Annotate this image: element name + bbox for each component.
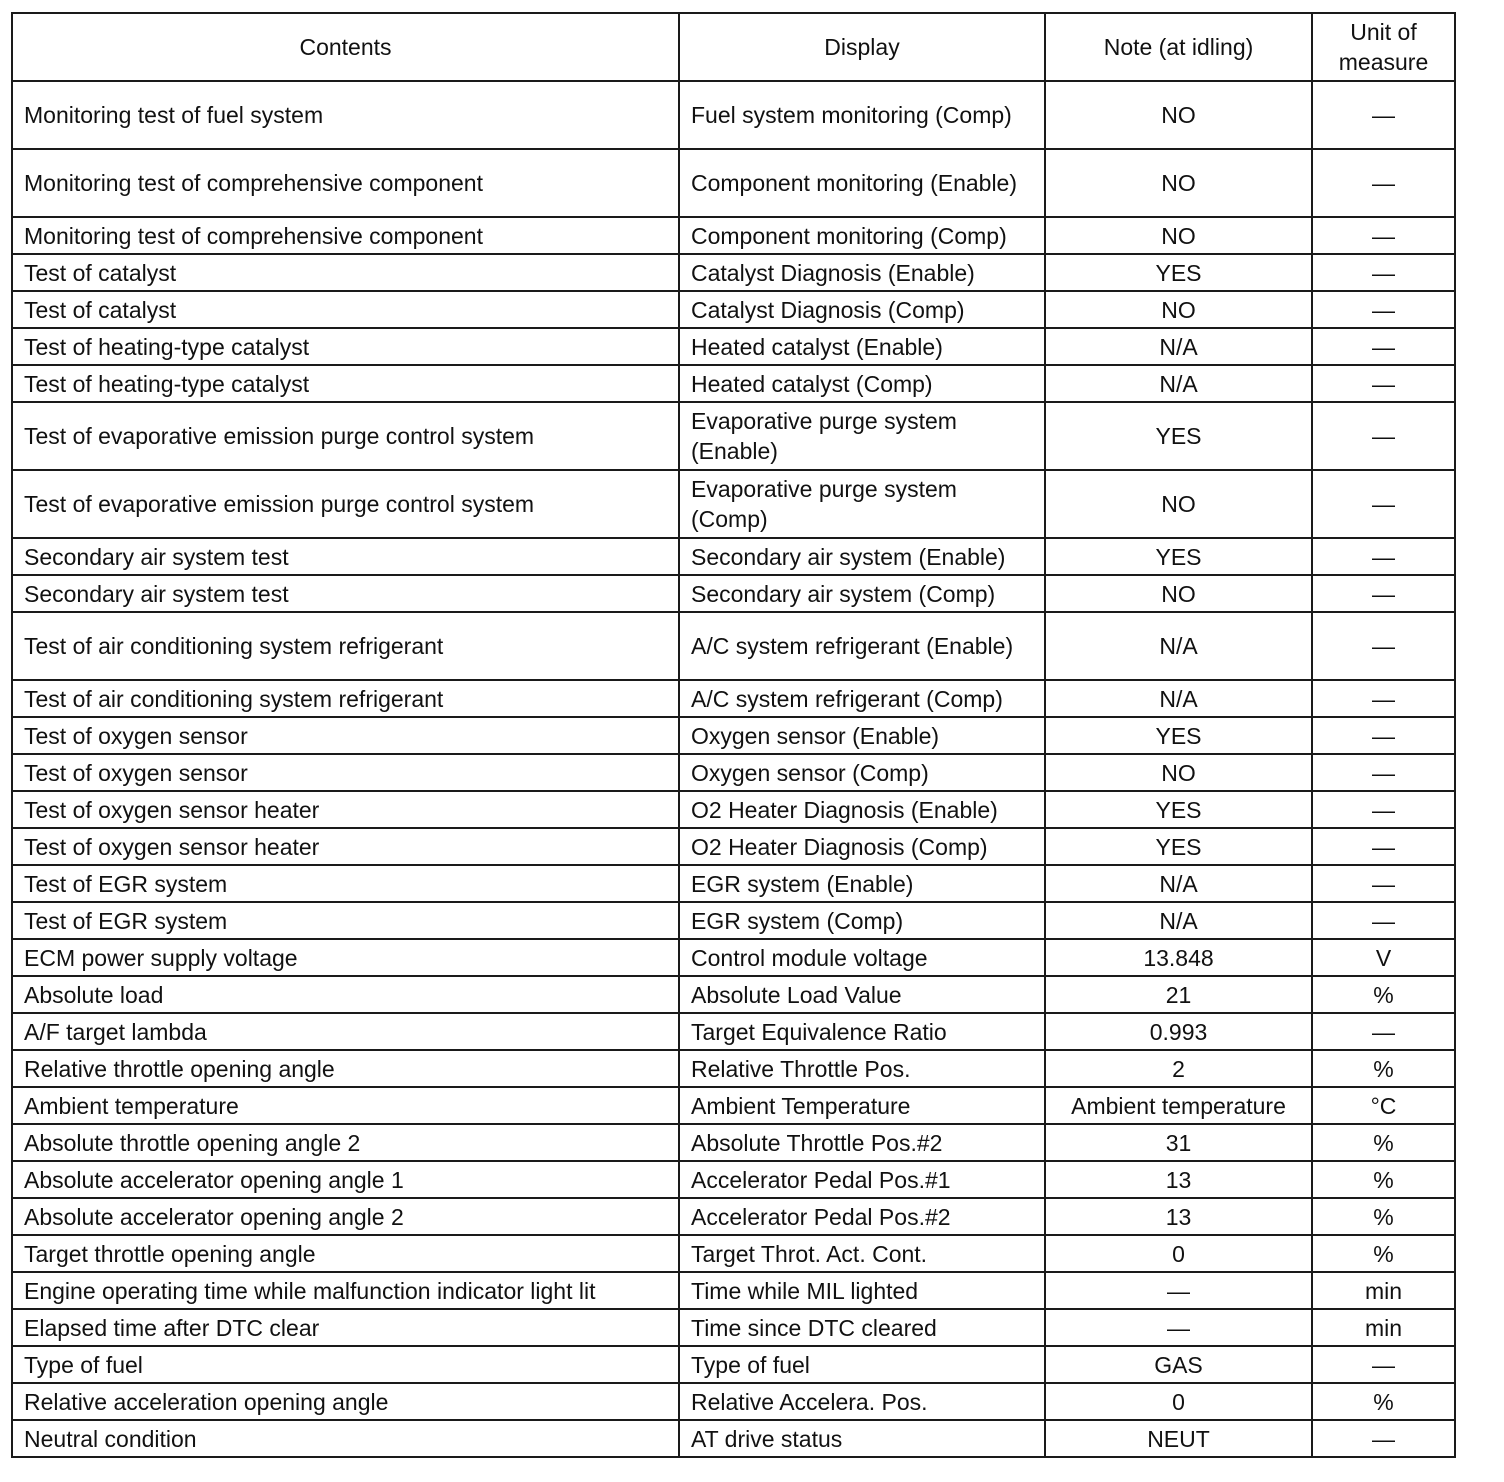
cell-unit: °C	[1312, 1087, 1455, 1124]
cell-note: N/A	[1045, 612, 1312, 680]
table-row	[12, 1272, 1455, 1309]
table-row	[12, 365, 1455, 402]
cell-note: 21	[1045, 976, 1312, 1013]
cell-contents: Test of EGR system	[12, 902, 679, 939]
cell-contents: Test of oxygen sensor heater	[12, 828, 679, 865]
cell-display: Absolute Throttle Pos.#2	[679, 1124, 1045, 1161]
cell-display: EGR system (Comp)	[679, 902, 1045, 939]
cell-note: 13	[1045, 1198, 1312, 1235]
table-row	[12, 612, 1455, 680]
cell-unit: —	[1312, 791, 1455, 828]
cell-display: Target Throt. Act. Cont.	[679, 1235, 1045, 1272]
cell-note: YES	[1045, 402, 1312, 470]
table-row	[12, 1124, 1455, 1161]
table-row	[12, 1161, 1455, 1198]
table-row	[12, 81, 1455, 149]
cell-display: Heated catalyst (Comp)	[679, 365, 1045, 402]
cell-display: Component monitoring (Enable)	[679, 149, 1045, 217]
cell-display: Type of fuel	[679, 1346, 1045, 1383]
header-unit: Unit of measure	[1312, 13, 1455, 81]
cell-unit: —	[1312, 217, 1455, 254]
cell-display: Time since DTC cleared	[679, 1309, 1045, 1346]
cell-display: Oxygen sensor (Enable)	[679, 717, 1045, 754]
cell-contents: Monitoring test of comprehensive component	[12, 217, 679, 254]
cell-contents: Neutral condition	[12, 1420, 679, 1457]
table-row	[12, 575, 1455, 612]
cell-contents: A/F target lambda	[12, 1013, 679, 1050]
cell-note: NO	[1045, 754, 1312, 791]
cell-display: Fuel system monitoring (Comp)	[679, 81, 1045, 149]
cell-display: O2 Heater Diagnosis (Comp)	[679, 828, 1045, 865]
cell-unit: —	[1312, 81, 1455, 149]
table-row	[12, 149, 1455, 217]
cell-unit: —	[1312, 328, 1455, 365]
cell-note: 13	[1045, 1161, 1312, 1198]
cell-display: Catalyst Diagnosis (Enable)	[679, 254, 1045, 291]
cell-note: YES	[1045, 791, 1312, 828]
cell-unit: %	[1312, 976, 1455, 1013]
cell-display: Secondary air system (Enable)	[679, 538, 1045, 575]
table-row	[12, 1198, 1455, 1235]
cell-unit: —	[1312, 291, 1455, 328]
cell-contents: Secondary air system test	[12, 538, 679, 575]
cell-contents: Absolute accelerator opening angle 1	[12, 1161, 679, 1198]
cell-unit: —	[1312, 470, 1455, 538]
table-row	[12, 538, 1455, 575]
cell-unit: —	[1312, 902, 1455, 939]
cell-unit: —	[1312, 538, 1455, 575]
cell-note: GAS	[1045, 1346, 1312, 1383]
cell-contents: Ambient temperature	[12, 1087, 679, 1124]
cell-unit: —	[1312, 1013, 1455, 1050]
cell-display: Heated catalyst (Enable)	[679, 328, 1045, 365]
cell-note: NO	[1045, 149, 1312, 217]
table-row	[12, 1235, 1455, 1272]
cell-contents: Absolute throttle opening angle 2	[12, 1124, 679, 1161]
cell-contents: Test of oxygen sensor	[12, 717, 679, 754]
cell-unit: %	[1312, 1161, 1455, 1198]
table-row	[12, 1420, 1455, 1457]
cell-contents: Test of catalyst	[12, 291, 679, 328]
cell-note: N/A	[1045, 328, 1312, 365]
cell-contents: Relative throttle opening angle	[12, 1050, 679, 1087]
cell-contents: Test of air conditioning system refrigerant	[12, 612, 679, 680]
cell-contents: Target throttle opening angle	[12, 1235, 679, 1272]
table-row	[12, 328, 1455, 365]
cell-display: Relative Throttle Pos.	[679, 1050, 1045, 1087]
cell-note: NO	[1045, 470, 1312, 538]
table-row	[12, 1087, 1455, 1124]
cell-display: O2 Heater Diagnosis (Enable)	[679, 791, 1045, 828]
cell-contents: Absolute load	[12, 976, 679, 1013]
table-row	[12, 791, 1455, 828]
cell-display: Oxygen sensor (Comp)	[679, 754, 1045, 791]
table-row	[12, 1383, 1455, 1420]
cell-unit: %	[1312, 1124, 1455, 1161]
cell-note: 2	[1045, 1050, 1312, 1087]
cell-display: Evaporative purge system (Enable)	[679, 402, 1045, 470]
table-row	[12, 717, 1455, 754]
cell-unit: —	[1312, 365, 1455, 402]
cell-display: Target Equivalence Ratio	[679, 1013, 1045, 1050]
cell-note: 31	[1045, 1124, 1312, 1161]
cell-display: AT drive status	[679, 1420, 1045, 1457]
cell-note: —	[1045, 1309, 1312, 1346]
table-body	[12, 81, 1455, 1457]
cell-display: A/C system refrigerant (Comp)	[679, 680, 1045, 717]
cell-unit: %	[1312, 1383, 1455, 1420]
cell-unit: —	[1312, 575, 1455, 612]
cell-display: Evaporative purge system (Comp)	[679, 470, 1045, 538]
cell-contents: Test of EGR system	[12, 865, 679, 902]
table-row	[12, 470, 1455, 538]
table-row	[12, 939, 1455, 976]
cell-note: NO	[1045, 217, 1312, 254]
cell-unit: —	[1312, 1420, 1455, 1457]
cell-note: 0	[1045, 1235, 1312, 1272]
cell-display: Time while MIL lighted	[679, 1272, 1045, 1309]
cell-contents: Monitoring test of fuel system	[12, 81, 679, 149]
cell-unit: min	[1312, 1272, 1455, 1309]
cell-unit: —	[1312, 828, 1455, 865]
cell-note: —	[1045, 1272, 1312, 1309]
cell-unit: —	[1312, 754, 1455, 791]
cell-display: A/C system refrigerant (Enable)	[679, 612, 1045, 680]
cell-display: EGR system (Enable)	[679, 865, 1045, 902]
cell-note: YES	[1045, 538, 1312, 575]
cell-note: YES	[1045, 717, 1312, 754]
cell-display: Control module voltage	[679, 939, 1045, 976]
cell-contents: Test of evaporative emission purge control system	[12, 470, 679, 538]
cell-contents: Secondary air system test	[12, 575, 679, 612]
cell-unit: —	[1312, 1346, 1455, 1383]
cell-unit: —	[1312, 149, 1455, 217]
cell-note: N/A	[1045, 902, 1312, 939]
table-row	[12, 865, 1455, 902]
cell-contents: Engine operating time while malfunction indicator light lit	[12, 1272, 679, 1309]
cell-contents: ECM power supply voltage	[12, 939, 679, 976]
cell-unit: min	[1312, 1309, 1455, 1346]
header-contents: Contents	[12, 13, 679, 81]
cell-display: Component monitoring (Comp)	[679, 217, 1045, 254]
header-row	[12, 13, 1455, 81]
table-row	[12, 254, 1455, 291]
cell-display: Catalyst Diagnosis (Comp)	[679, 291, 1045, 328]
table-row	[12, 1309, 1455, 1346]
table-row	[12, 402, 1455, 470]
header-note: Note (at idling)	[1045, 13, 1312, 81]
cell-note: NEUT	[1045, 1420, 1312, 1457]
cell-display: Absolute Load Value	[679, 976, 1045, 1013]
table-row	[12, 1050, 1455, 1087]
cell-unit: —	[1312, 680, 1455, 717]
cell-note: NO	[1045, 291, 1312, 328]
cell-unit: —	[1312, 865, 1455, 902]
cell-unit: —	[1312, 254, 1455, 291]
cell-note: 0.993	[1045, 1013, 1312, 1050]
cell-contents: Test of heating-type catalyst	[12, 365, 679, 402]
cell-contents: Test of evaporative emission purge control system	[12, 402, 679, 470]
cell-note: 13.848	[1045, 939, 1312, 976]
cell-contents: Test of oxygen sensor heater	[12, 791, 679, 828]
cell-display: Accelerator Pedal Pos.#1	[679, 1161, 1045, 1198]
cell-contents: Monitoring test of comprehensive component	[12, 149, 679, 217]
cell-unit: —	[1312, 612, 1455, 680]
cell-note: NO	[1045, 81, 1312, 149]
cell-note: N/A	[1045, 865, 1312, 902]
cell-display: Ambient Temperature	[679, 1087, 1045, 1124]
cell-note: Ambient temperature	[1045, 1087, 1312, 1124]
cell-unit: %	[1312, 1050, 1455, 1087]
cell-contents: Test of oxygen sensor	[12, 754, 679, 791]
table-row	[12, 217, 1455, 254]
cell-contents: Test of heating-type catalyst	[12, 328, 679, 365]
table-row	[12, 828, 1455, 865]
cell-contents: Test of catalyst	[12, 254, 679, 291]
table-row	[12, 291, 1455, 328]
cell-note: N/A	[1045, 680, 1312, 717]
cell-display: Accelerator Pedal Pos.#2	[679, 1198, 1045, 1235]
header-display: Display	[679, 13, 1045, 81]
cell-display: Relative Accelera. Pos.	[679, 1383, 1045, 1420]
cell-unit: V	[1312, 939, 1455, 976]
table-row	[12, 1346, 1455, 1383]
table-row	[12, 754, 1455, 791]
table-row	[12, 680, 1455, 717]
cell-contents: Type of fuel	[12, 1346, 679, 1383]
cell-unit: %	[1312, 1198, 1455, 1235]
cell-note: NO	[1045, 575, 1312, 612]
cell-note: YES	[1045, 828, 1312, 865]
cell-unit: %	[1312, 1235, 1455, 1272]
cell-unit: —	[1312, 717, 1455, 754]
cell-contents: Absolute accelerator opening angle 2	[12, 1198, 679, 1235]
table-row	[12, 1013, 1455, 1050]
cell-note: YES	[1045, 254, 1312, 291]
table-row	[12, 976, 1455, 1013]
table-row	[12, 902, 1455, 939]
cell-display: Secondary air system (Comp)	[679, 575, 1045, 612]
monitor-data-table	[11, 12, 1456, 1458]
cell-contents: Relative acceleration opening angle	[12, 1383, 679, 1420]
cell-contents: Test of air conditioning system refrigerant	[12, 680, 679, 717]
cell-note: 0	[1045, 1383, 1312, 1420]
cell-note: N/A	[1045, 365, 1312, 402]
cell-contents: Elapsed time after DTC clear	[12, 1309, 679, 1346]
cell-unit: —	[1312, 402, 1455, 470]
